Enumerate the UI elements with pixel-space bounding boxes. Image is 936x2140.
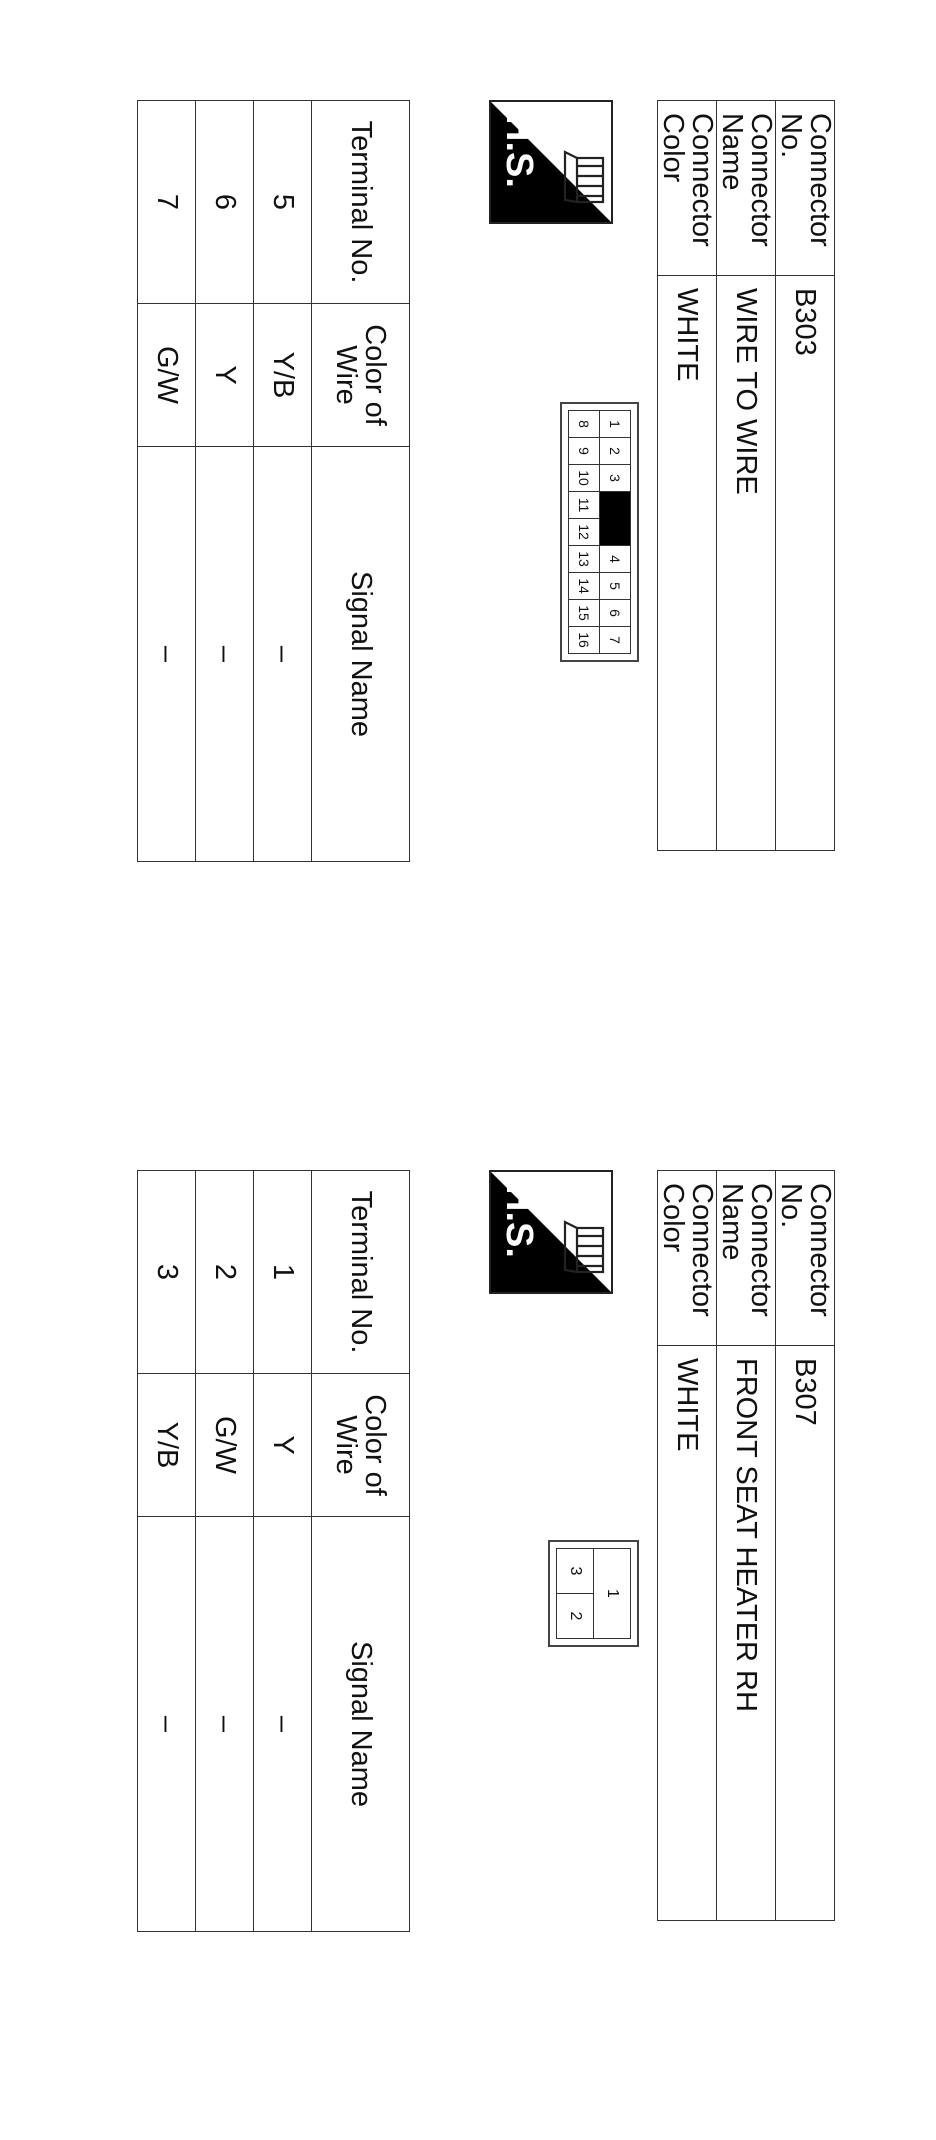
terminal-cell: 5 [254,101,312,304]
wire-color-cell: Y/B [254,304,312,447]
pin: 15 [569,600,600,627]
pin-row-top [600,411,631,654]
table-row [196,1171,254,1932]
pin-row-top [594,1549,631,1639]
connector-face-3pin [548,1540,639,1647]
terminal-cell: 6 [196,101,254,304]
wire-color-cell: G/W [196,1374,254,1517]
pin: 2 [557,1594,594,1639]
connector-name-label: Connector Name [717,1171,776,1346]
connector-info-table [657,100,835,851]
pin: 13 [569,546,600,573]
pin: 2 [600,438,631,465]
connector-no-label: Connector No. [776,101,835,276]
hs-icon-graphic [491,102,611,222]
pin: 3 [557,1549,594,1594]
connector-color-label: Connector Color [658,1171,717,1346]
connector-block-b307 [0,1070,936,2140]
wire-color-cell: Y/B [138,1374,196,1517]
header-color-of-wire: Color of Wire [312,1374,410,1517]
connector-color-value: WHITE [658,276,717,851]
pin: 14 [569,573,600,600]
wire-color-cell: Y [254,1374,312,1517]
table-row [138,1171,196,1932]
pin: 6 [600,600,631,627]
connector-info-table [657,1170,835,1921]
pin: 12 [569,519,600,546]
connector-color-value: WHITE [658,1346,717,1921]
terminal-cell: 3 [138,1171,196,1374]
terminal-cell: 2 [196,1171,254,1374]
header-color-of-wire: Color of Wire [312,304,410,447]
signal-name-cell: – [254,1517,312,1932]
terminal-cell: 7 [138,101,196,304]
info-row [658,101,717,851]
hs-label: H.S. [498,1184,540,1258]
pin: 3 [600,465,631,492]
info-row [717,101,776,851]
wire-color-cell: G/W [138,304,196,447]
header-terminal-no: Terminal No. [312,1171,410,1374]
signal-name-cell: – [138,447,196,862]
connector-no-value: B303 [776,276,835,851]
hs-icon-graphic [491,1172,611,1292]
pin: 1 [600,411,631,438]
pin: 7 [600,627,631,654]
pin-grid [568,410,631,654]
pin: 11 [569,492,600,519]
terminal-cell: 1 [254,1171,312,1374]
signal-name-cell: – [196,1517,254,1932]
pin: 4 [600,546,631,573]
pin: 9 [569,438,600,465]
hs-connector-icon [489,100,613,224]
table-row [138,101,196,862]
info-row [776,101,835,851]
connector-face-16pin [560,402,639,662]
signal-name-cell: – [196,447,254,862]
table-row [254,1171,312,1932]
pin: 1 [594,1549,631,1639]
header-terminal-no: Terminal No. [312,101,410,304]
pin: 5 [600,573,631,600]
header-signal-name: Signal Name [312,447,410,862]
pin: 10 [569,465,600,492]
terminal-table-header [312,101,410,862]
connector-color-label: Connector Color [658,101,717,276]
connector-name-label: Connector Name [717,101,776,276]
wire-color-cell: Y [196,304,254,447]
key-block [600,492,631,546]
header-signal-name: Signal Name [312,1517,410,1932]
connector-no-label: Connector No. [776,1171,835,1346]
connector-name-value: WIRE TO WIRE [717,276,776,851]
signal-name-cell: – [254,447,312,862]
connector-name-value: FRONT SEAT HEATER RH [717,1346,776,1921]
pin: 8 [569,411,600,438]
table-row [254,101,312,862]
info-row [658,1171,717,1921]
hs-label: H.S. [498,114,540,188]
table-row [196,101,254,862]
connector-housing [548,1540,639,1647]
terminal-table [137,100,410,862]
pin-grid [556,1548,631,1639]
pin-row-bottom [569,411,600,654]
terminal-table-header [312,1171,410,1932]
info-row [717,1171,776,1921]
pin-row-bottom [557,1549,594,1639]
hs-connector-icon [489,1170,613,1294]
pin: 16 [569,627,600,654]
connector-no-value: B307 [776,1346,835,1921]
info-row [776,1171,835,1921]
connector-housing [560,402,639,662]
terminal-table [137,1170,410,1932]
signal-name-cell: – [138,1517,196,1932]
